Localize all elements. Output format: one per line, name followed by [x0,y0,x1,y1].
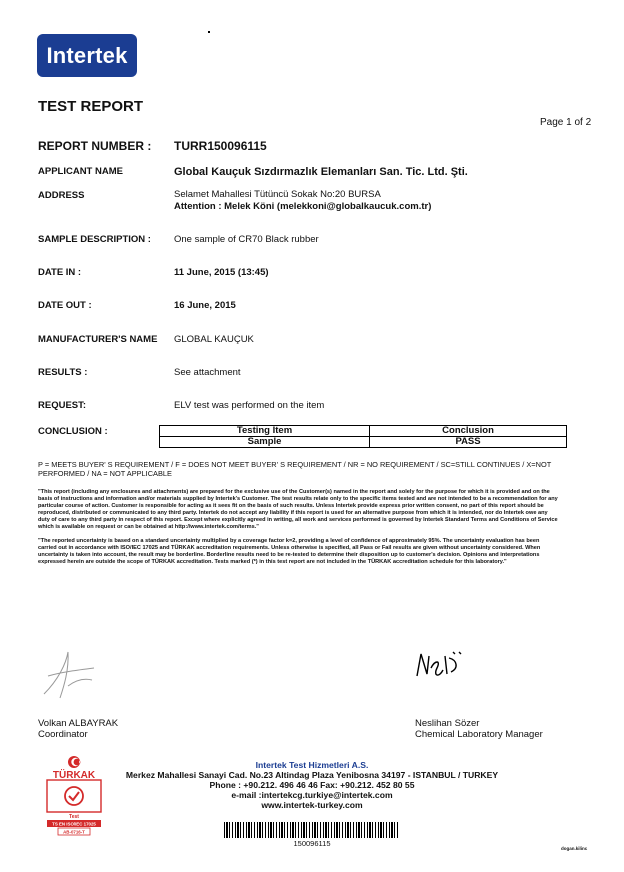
result-legend: P = MEETS BUYER' S REQUIREMENT / F = DOES NOT MEET BUYER' S REQUIREMENT / NR = NO REQUIREMENT / SC=STILL CONTINUES / X=NOT PERFORMED / NA = NOT APPLICABLE [38,460,552,478]
manufacturer-label: MANUFACTURER'S NAME [38,334,158,345]
footer-company: Intertek Test Hizmetleri A.S. [255,760,369,770]
turkak-code-text: AB-0716-T [63,829,85,835]
conclusion-table [159,425,567,448]
date-in-label: DATE IN : [38,267,82,278]
table-header-cell: Testing Item [160,426,370,437]
table-header-cell: Conclusion [370,426,567,437]
turkak-test-label: Test [69,814,79,820]
applicant-value: Global Kauçuk Sızdırmazlık Elemanları San. Tic. Ltd. Şti. [174,166,468,178]
footer-email: e-mail :intertekcg.turkiye@intertek.com [231,790,393,800]
request-label: REQUEST: [38,400,87,411]
date-out-label: DATE OUT : [38,300,92,311]
report-number-value: TURR150096115 [174,139,267,153]
signatory-2-name: Neslihan Sözer [415,718,480,729]
sample-description-value: One sample of CR70 Black rubber [174,234,319,245]
results-label: RESULTS : [38,367,88,378]
signature-left [38,646,98,704]
table-cell: Sample [160,437,370,448]
signatory-1-role: Coordinator [38,729,88,740]
request-value: ELV test was performed on the item [174,400,325,411]
address-attention: Attention : Melek Köni (melekkoni@globalkaucuk.com.tr) [174,201,432,212]
page-title: TEST REPORT [38,98,144,115]
barcode [224,822,400,838]
table-header-row [160,426,567,437]
results-value: See attachment [174,367,241,378]
turkak-accreditation-badge [44,754,104,836]
conclusion-label: CONCLUSION : [38,426,108,437]
disclaimer-uncertainty: "The reported uncertainty is based on a standard uncertainty multiplied by a coverage factor k=2, providing a level of confidence of approximately 95%. The uncertainty evaluation has been carried out in accordance with ISO/IEC 17025 and TÜRKAK accreditation requirements. Unless otherwise is specified, all Pass or Fail results are given without uncertainty considered. When uncertainty is taken into account, the result may be borderline. Borderline results need to be re-tested to determine their disposition up to customer's decision. Opinions and interpretations expressed herein are outside the scope of TÜRKAK accreditation. Tests marked (*) in this test report are not included in the TÜRKAK accreditation schedule for this laboratory." [38,538,541,565]
sample-description-label: SAMPLE DESCRIPTION : [38,234,151,245]
address-line1: Selamet Mahallesi Tütüncü Sokak No:20 BURSA [174,189,381,200]
signature-right [413,648,465,682]
signatory-2-role: Chemical Laboratory Manager [415,729,543,740]
table-row [160,437,567,448]
signatory-1-name: Volkan ALBAYRAK [38,718,119,729]
page-number: Page 1 of 2 [540,117,592,128]
turkak-brand-text: TÜRKAK [52,770,96,781]
report-number-label: REPORT NUMBER : [38,139,152,153]
applicant-label: APPLICANT NAME [38,166,123,177]
address-label: ADDRESS [38,190,85,201]
footer-address: Merkez Mahallesi Sanayi Cad. No.23 Altindag Plaza Yenibosna 34197 - ISTANBUL / TURKEY [125,770,499,780]
date-out-value: 16 June, 2015 [174,300,236,311]
table-cell: PASS [370,437,567,448]
turkak-standard-text: TS EN ISO/IEC 17025 [52,821,96,827]
manufacturer-value: GLOBAL KAUÇUK [174,334,254,345]
barcode-number: 150096115 [293,839,331,848]
footer-web: www.intertek-turkey.com [261,800,363,810]
footer-phone: Phone : +90.212. 496 46 46 Fax: +90.212. 452 80 55 [209,780,415,790]
date-in-value: 11 June, 2015 (13:45) [174,267,269,278]
intertek-logo: Intertek [37,34,137,77]
corner-note: dogan.kilinc [561,846,588,851]
stray-dot [208,31,210,33]
disclaimer-terms: "This report (including any enclosures and attachments) are prepared for the exclusive use of the Customer(s) named in the report and solely for the purpose for which it is provided and on the basis of instructions and information and/or materials supplied by Intertek's Customer. The test results relate only to the specific items tested and are not intended to be a recommendation for any particular course of action. Customer is responsible for acting as it sees fit on the basis of such results. Unless Intertek provide express prior written consent, no part of this report should be reproduced, distributed or communicated to any third party. Intertek do not accept any liability if this report is used for an alternative purpose from which it is intended, nor do Intertek owe any duty of care to any third party in respect of this report. Except where explicitly agreed in writing, all work and services performed is governed by Intertek Standard Terms and Conditions of Service which is available on request or can be obtained at http://www.intertek.com/terms." [38,489,558,530]
company-footer [100,760,524,810]
